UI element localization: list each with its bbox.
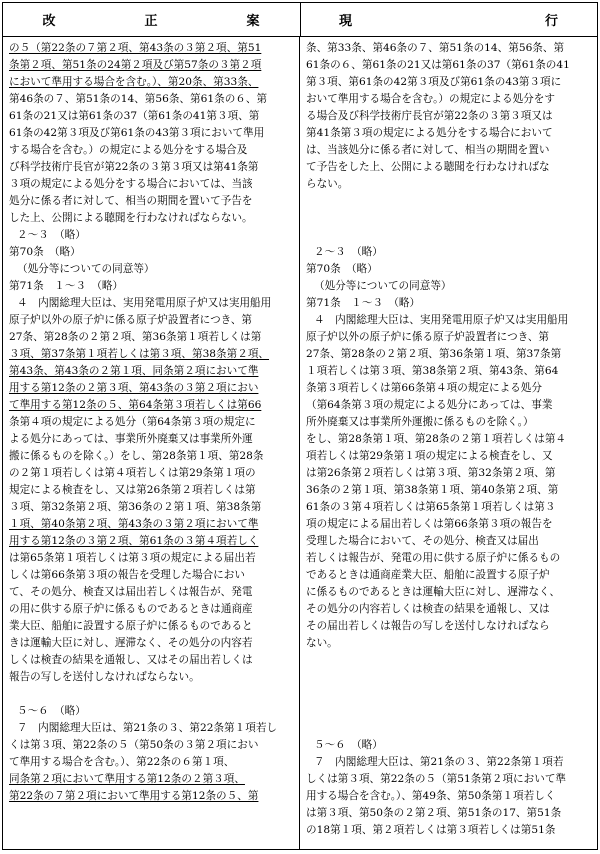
text-line: １項若しくは第３項、第38条第２項、第43条、第64: [306, 365, 559, 377]
text-line: しくは第３項、第22条の５（第51条第２項において準: [306, 773, 567, 785]
text-line: において準用する場合を含む。）、第20条、第33条、: [9, 76, 259, 88]
text-line: び科学技術庁長官が第22条の３第３項又は第41条第: [9, 161, 259, 173]
text-line: [306, 193, 592, 210]
text-line: 処分に係る者に対して、相当の期間を置いて予告を: [9, 195, 253, 207]
text-line: ４ 内閣総理大臣は、実用発電用原子炉又は実用船用: [314, 314, 569, 326]
text-line: その処分の内容若しくは検査の結果を通報し、又は: [306, 603, 550, 615]
text-line: ４ 内閣総理大臣は、実用発電用原子炉又は実用船用: [17, 297, 272, 309]
text-line: 27条、第28条の２第２項、第36条第１項若しくは第: [9, 331, 262, 343]
text-line: の２第１項若しくは第４項若しくは第29条第１項の: [9, 467, 256, 479]
text-line: 第43条、第43条の２第１項、同条第２項において準: [9, 365, 259, 377]
text-line: 条、第33条、第46条の７、第51条の14、第56条、第: [306, 42, 565, 54]
text-line: 36条の２第１項、第38条第１項、第40条第２項、第: [306, 484, 559, 496]
text-line: ２～３ （略）: [17, 229, 86, 241]
text-line: をし、第28条第１項、第28条の２第１項若しくは第４: [306, 433, 567, 445]
text-line: よる処分にあっては、事業所外廃棄又は事業所外運: [9, 433, 253, 445]
text-line: [306, 669, 592, 686]
text-line: [9, 686, 295, 703]
text-line: の18第１項、第２項若しくは第３項若しくは第51条: [306, 824, 556, 836]
text-line: 項若しくは第29条第１項の規定による検査をし、又: [306, 450, 553, 462]
text-line: ７ 内閣総理大臣は、第21条の３、第22条第１項若: [314, 756, 564, 768]
text-line: 原子炉以外の原子炉に係る原子炉設置者につき、第: [9, 314, 253, 326]
text-line: [306, 686, 592, 703]
text-line: おいて準用する場合を含む。）の規定による処分をす: [306, 93, 555, 105]
text-line: らない。: [306, 178, 349, 190]
text-line: [306, 210, 592, 227]
header-revised-char: 改: [42, 14, 58, 29]
current-text-column: [300, 37, 596, 850]
header-current: [301, 3, 597, 36]
text-line: 第22条の７第２項において準用する第12条の５、第: [9, 790, 259, 802]
text-line: [306, 703, 592, 720]
text-line: （処分等についての同意等）: [17, 263, 155, 275]
revised-text-column: [3, 37, 300, 850]
comparison-table: [2, 2, 598, 850]
text-line: ３項、第32条第２項、第36条の２第１項、第38条第: [9, 501, 262, 513]
text-line: る場合及び科学技術庁長官が第22条の３第３項又は: [306, 110, 553, 122]
text-line: 受理した場合において、その処分、検査又は届出: [306, 535, 539, 547]
text-line: 第71条 １～３ （略）: [9, 280, 124, 292]
text-line: 条第４項の規定による処分（第64条第３項の規定に: [9, 416, 256, 428]
text-line: は第３項、第50条の２第２項、第51条の17、第51条: [306, 807, 562, 819]
text-line: 第71条 １～３ （略）: [306, 297, 421, 309]
text-line: ２～３ （略）: [314, 246, 383, 258]
text-line: ３項、第37条第１項若しくは第３項、第38条第２項、: [9, 348, 270, 360]
text-line: ５～６ （略）: [17, 705, 86, 717]
text-line: 61条の21又は第61条の37（第61条の41第３項、第: [9, 110, 260, 122]
table-body: [3, 37, 597, 850]
header-current-char: 現: [339, 14, 355, 29]
text-line: 同条第２項において準用する第12条の２第３項、: [9, 773, 245, 785]
header-revised-char: 正: [144, 14, 160, 29]
text-line: 規定による検査をし、又は第26条第２項若しくは第: [9, 484, 256, 496]
text-line: （処分等についての同意等）: [314, 280, 452, 292]
text-line: １項、第40条第２項、第43条の３第２項において準: [9, 518, 259, 530]
text-line: した上、公開による聴聞を行わなければならない。: [9, 212, 253, 224]
header-revised-char: 案: [246, 14, 262, 29]
text-line: は第65条第１項若しくは第３項の規定による届出若: [9, 552, 256, 564]
text-line: に係るものであるときは運輸大臣に対し、遅滞なく、: [306, 586, 561, 598]
text-line: 所外廃棄又は事業所外運搬に係るものを除く。）: [306, 416, 534, 428]
header-current-char: 行: [545, 14, 561, 29]
text-line: その届出若しくは報告の写しを送付しなければなら: [306, 620, 550, 632]
text-line: する場合を含む。）の規定による処分をする場合及: [9, 144, 248, 156]
text-line: 用する場合を含む。）、第49条、第50条第１項若しく: [306, 790, 556, 802]
text-line: 用する第12条の３第２項、第61条の３第４項若しく: [9, 535, 259, 547]
text-line: 61条の６、第61条の21又は第61条の37（第61条の41: [306, 59, 570, 71]
text-line: 61条の３第４項若しくは第65条第１項若しくは第３: [306, 501, 556, 513]
text-line: 条第３項若しくは第66条第４項の規定による処分: [306, 382, 542, 394]
text-line: 第46条の７、第51条の14、第56条、第61条の６、第: [9, 93, 268, 105]
text-line: 第３項、第61条の42第３項及び第61条の43第３項に: [306, 76, 562, 88]
text-line: ３項の規定による処分をする場合においては、当該: [9, 178, 253, 190]
text-line: 61条の42第３項及び第61条の43第３項において準用: [9, 127, 265, 139]
text-line: しくは第66条第３項の報告を受理した場合におい: [9, 569, 245, 581]
text-line: ない。: [306, 637, 338, 649]
text-line: て、その処分、検査又は届出若しくは報告が、発電: [9, 586, 253, 598]
text-line: 第70条 （略）: [9, 246, 81, 258]
text-line: 第41条第３項の規定による処分をする場合において: [306, 127, 553, 139]
table-header: [3, 3, 597, 37]
text-line: の用に供する原子炉に係るものであるときは通商産: [9, 603, 253, 615]
text-line: 原子炉以外の原子炉に係る原子炉設置者につき、第: [306, 331, 550, 343]
text-line: [306, 720, 592, 737]
text-line: 項の規定による届出若しくは第66条第３項の報告を: [306, 518, 553, 530]
text-line: [306, 652, 592, 669]
text-line: ７ 内閣総理大臣は、第21条の３、第22条第１項若し: [17, 722, 278, 734]
text-line: （第64条第３項の規定による処分にあっては、事業: [306, 399, 553, 411]
text-line: 報告の写しを送付しなければならない。: [9, 671, 200, 683]
text-line: 若しくは報告が、発電の用に供する原子炉に係るもの: [306, 552, 561, 564]
text-line: の５（第22条の７第２項、第43条の３第２項、第51: [9, 42, 262, 54]
text-line: て準用する場合を含む。）、第22条の６第１項、: [9, 756, 235, 768]
text-line: は、当該処分に係る者に対して、相当の期間を置い: [306, 144, 550, 156]
header-revised: [3, 3, 301, 36]
text-line: [306, 227, 592, 244]
text-line: 条第２項、第51条の24第２項及び第57条の３第２項: [9, 59, 262, 71]
text-line: て準用する第12条の５、第64条第３項若しくは第66: [9, 399, 262, 411]
text-line: て予告をした上、公開による聴聞を行わなければな: [306, 161, 550, 173]
text-line: くは第３項、第22条の５（第50条の３第２項におい: [9, 739, 259, 751]
text-line: は第26条第２項若しくは第３項、第32条第２項、第: [306, 467, 556, 479]
text-line: 第70条 （略）: [306, 263, 378, 275]
text-line: 搬に係るものを除く。）をし、第28条第１項、第28条: [9, 450, 264, 462]
text-line: きは運輸大臣に対し、遅滞なく、その処分の内容若: [9, 637, 253, 649]
text-line: しくは検査の結果を通報し、又はその届出若しくは: [9, 654, 253, 666]
text-line: 27条、第28条の２第２項、第36条第１項、第37条第: [306, 348, 562, 360]
text-line: であるときは通商産業大臣、船舶に設置する原子炉: [306, 569, 550, 581]
text-line: ５～６ （略）: [314, 739, 383, 751]
text-line: 用する第12条の２第３項、第43条の３第２項におい: [9, 382, 259, 394]
text-line: 業大臣、船舶に設置する原子炉に係るものであると: [9, 620, 253, 632]
